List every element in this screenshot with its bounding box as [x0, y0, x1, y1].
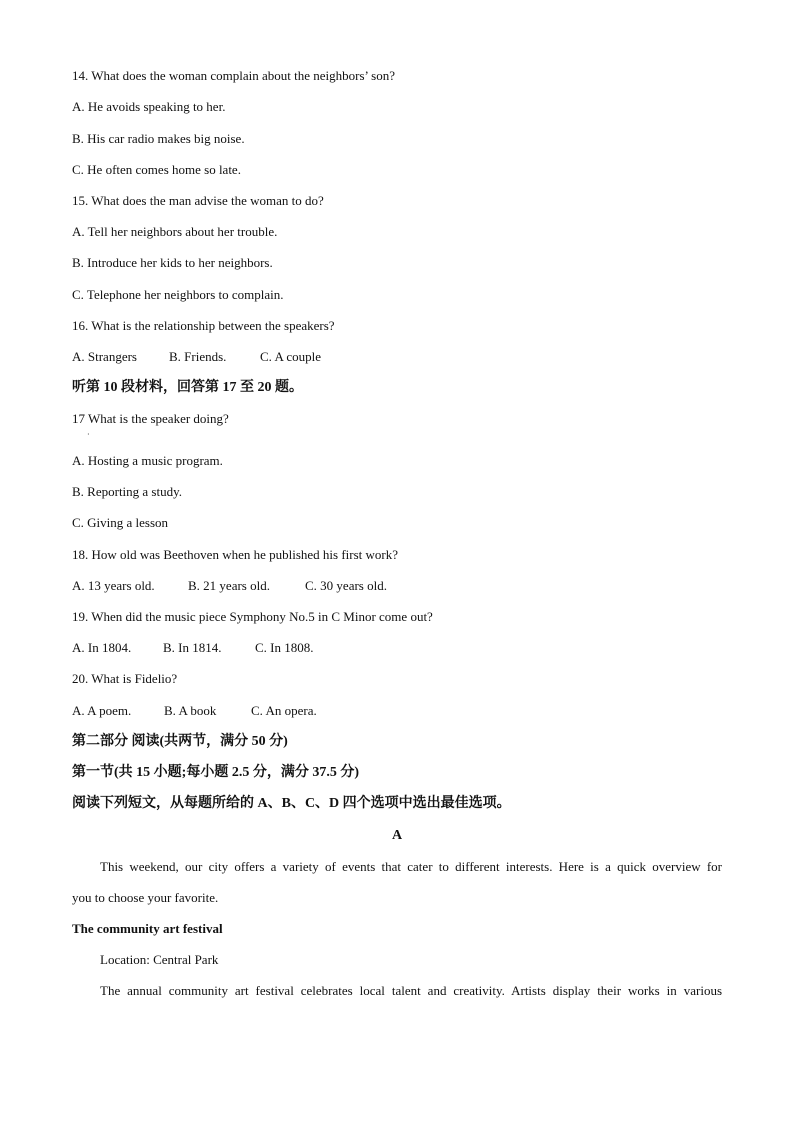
option-14c: C. He often comes home so late. — [72, 162, 241, 177]
question-16: 16. What is the relationship between the speakers? — [72, 318, 335, 333]
stray-dot: · — [87, 430, 90, 439]
option-14a: A. He avoids speaking to her. — [72, 99, 226, 114]
option-16a: A. Strangers — [72, 349, 137, 364]
option-14b: B. His car radio makes big noise. — [72, 131, 245, 146]
option-19a: A. In 1804. — [72, 640, 132, 655]
option-20a: A. A poem. — [72, 703, 132, 718]
section-1-heading: 第一节(共 15 小题;每小题 2.5 分，满分 37.5 分) — [72, 765, 359, 780]
passage-body-line-1: The annual community art festival celebrates local talent and creativity. Artists display their works in various — [100, 983, 722, 998]
option-17c: C. Giving a lesson — [72, 515, 169, 530]
options-row-16 — [72, 349, 321, 365]
question-14: 14. What does the woman complain about the neighbors’ son? — [72, 68, 396, 83]
event-title: The community art festival — [72, 921, 223, 936]
part-2-heading: 第二部分 阅读(共两节，满分 50 分) — [72, 734, 288, 749]
passage-intro-line-2: you to choose your favorite. — [72, 890, 219, 905]
passage-intro-line-1: This weekend, our city offers a variety of events that cater to different interests. Here is a quick overview for — [100, 859, 722, 874]
options-row-19 — [72, 640, 314, 656]
option-15b: B. Introduce her kids to her neighbors. — [72, 255, 273, 270]
option-16c: C. A couple — [260, 349, 322, 364]
event-location: Location: Central Park — [100, 952, 219, 967]
option-15c: C. Telephone her neighbors to complain. — [72, 287, 284, 302]
reading-instruction: 阅读下列短文，从每题所给的 A、B、C、D 四个选项中选出最佳选项。 — [72, 796, 511, 811]
question-15: 15. What does the man advise the woman to do? — [72, 193, 324, 208]
question-19: 19. When did the music piece Symphony No.5 in C Minor come out? — [72, 609, 433, 624]
question-17: 17 What is the speaker doing? — [72, 411, 229, 426]
option-18b: B. 21 years old. — [188, 578, 270, 593]
option-18a: A. 13 years old. — [72, 578, 155, 593]
question-20: 20. What is Fidelio? — [72, 671, 178, 686]
question-18: 18. How old was Beethoven when he published his first work? — [72, 547, 399, 562]
option-20b: B. A book — [164, 703, 217, 718]
options-row-20 — [72, 703, 317, 719]
option-16b: B. Friends. — [169, 349, 227, 364]
option-19c: C. In 1808. — [255, 640, 314, 655]
option-19b: B. In 1814. — [163, 640, 222, 655]
section-10-heading: 听第 10 段材料，回答第 17 至 20 题。 — [72, 380, 303, 395]
option-18c: C. 30 years old. — [305, 578, 387, 593]
passage-letter: A — [391, 828, 403, 843]
option-17a: A. Hosting a music program. — [72, 453, 223, 468]
option-17b: B. Reporting a study. — [72, 484, 183, 499]
option-20c: C. An opera. — [251, 703, 317, 718]
options-row-18 — [72, 578, 387, 594]
option-15a: A. Tell her neighbors about her trouble. — [72, 224, 278, 239]
